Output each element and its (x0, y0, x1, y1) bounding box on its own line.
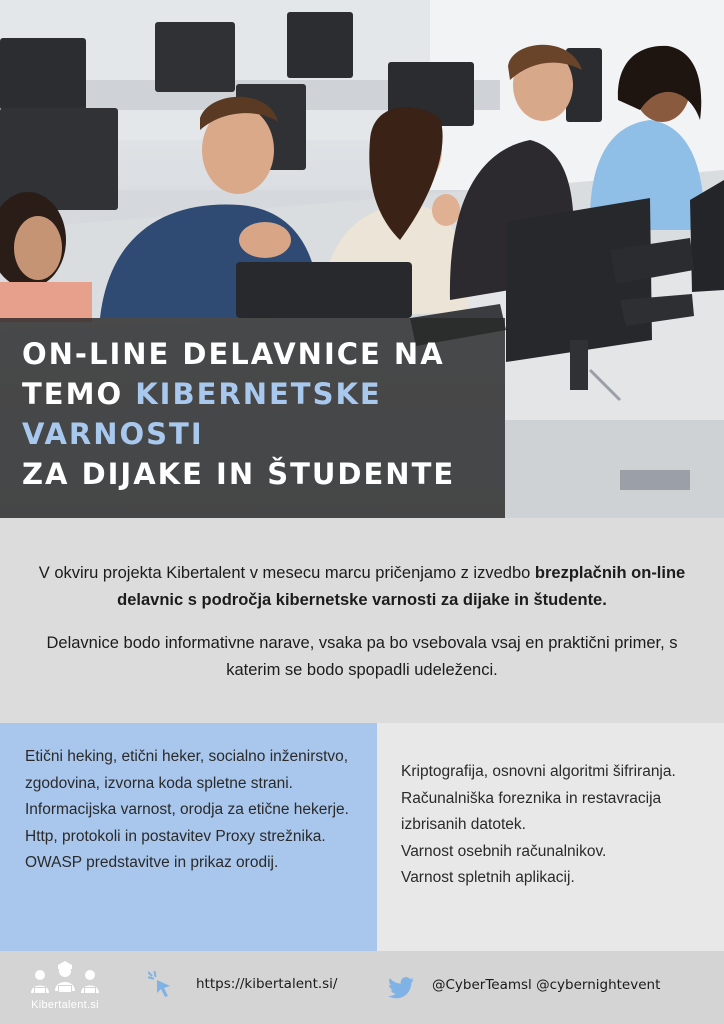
website-link[interactable]: https://kibertalent.si/ (196, 976, 338, 992)
intro-text: V okviru projekta Kibertalent v mesecu marcu pričenjamo z izvedbo (38, 564, 535, 582)
logo-text: Kibertalent.si (31, 999, 99, 1011)
cursor-click-icon (148, 971, 174, 999)
hacker-figures-icon (22, 961, 108, 1001)
title-line-4: ZA DIJAKE IN ŠTUDENTE (22, 457, 456, 491)
topic-item: Kriptografija, osnovni algoritmi šifriranja. (401, 763, 676, 780)
topic-item: Varnost spletnih aplikacij. (401, 869, 575, 886)
page-title (22, 334, 492, 494)
topic-item: Računalniška foreznika in restavracija izbrisanih datotek. (401, 789, 662, 833)
social-handles: @CyberTeamsl @cybernightevent (432, 977, 661, 993)
topic-item: Http, protokoli in postavitev Proxy strežnika. (25, 827, 326, 845)
topics-left-column (0, 723, 377, 951)
intro-bold-text: brezplačnih on-line delavnic s področja kibernetske varnosti za dijake in študente. (117, 564, 686, 609)
intro-paragraph-1 (30, 560, 694, 614)
twitter-icon (388, 977, 414, 999)
intro-paragraph-2: Delavnice bodo informativne narave, vsaka pa bo vsebovala vsaj en praktični primer, s katerim se bodo spopadli udeleženci. (46, 634, 678, 679)
kibertalent-logo (22, 961, 108, 1017)
topics-right-list (401, 759, 711, 892)
title-highlight-2: VARNOSTI (22, 417, 204, 451)
title-line-2: TEMO (22, 377, 136, 411)
topic-item: OWASP predstavitve in prikaz orodij. (25, 854, 279, 871)
footer (0, 951, 724, 1024)
topics-left-list (25, 744, 370, 877)
intro-section (0, 518, 724, 723)
title-line-1: ON-LINE DELAVNICE NA (22, 337, 445, 371)
topic-item: Varnost osebnih računalnikov. (401, 842, 607, 860)
title-highlight-1: KIBERNETSKE (135, 377, 382, 411)
topic-item: Etični heking, etični heker, socialno inženirstvo, zgodovina, izvorna koda spletne strani. (25, 748, 349, 792)
topic-item: Informacijska varnost, orodja za etične hekerje. (25, 801, 349, 818)
topics-right-column (377, 723, 724, 951)
